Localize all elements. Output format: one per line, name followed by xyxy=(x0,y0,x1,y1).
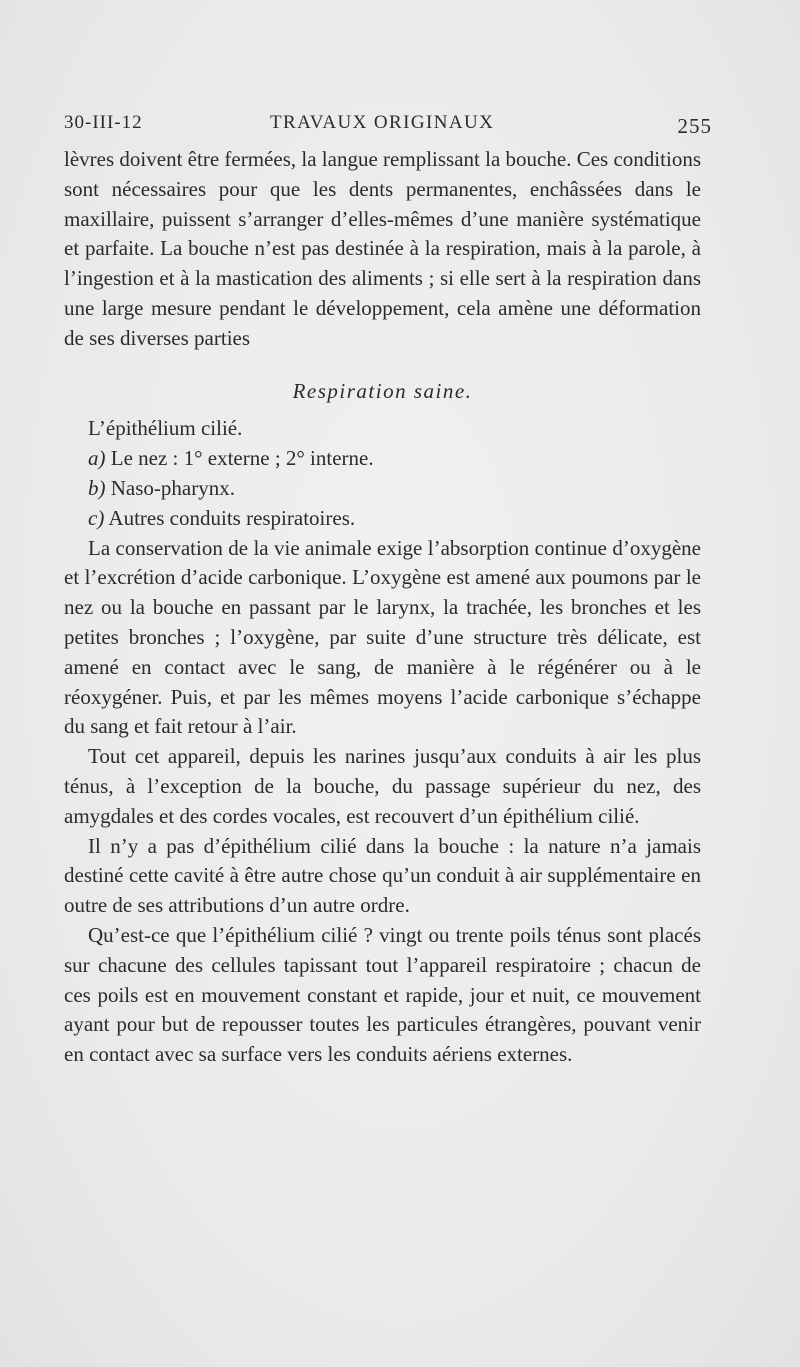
paragraph: La conservation de la vie animale exige l’absorption continue d’oxygène et l’excrétion d’acide carbonique. L’oxygène est amené aux poumons par le nez ou la bouche en passant par le larynx, la trachée, les bronches et les petites bronches ; l’oxygène, par suite d’une structure très délicate, est amené en contact avec le sang, de manière à le régénérer ou à le réoxygéner. Puis, et par les mêmes moyens l’acide carbonique s’échappe du sang et fait retour à l’air. xyxy=(64,535,701,739)
issue-reference: 30-III-12 xyxy=(64,112,143,133)
running-header xyxy=(64,112,712,142)
section-heading: Respiration saine. xyxy=(292,378,473,403)
running-title: TRAVAUX ORIGINAUX xyxy=(270,112,495,133)
outline-label-a: a) xyxy=(88,446,106,471)
paragraph: Il n’y a pas d’épithélium cilié dans la bouche : la nature n’a jamais destiné cette cavité à être autre chose qu’un conduit à air supplémentaire en outre de ses attributions d’un autre ordre. xyxy=(64,833,701,918)
page-number: 255 xyxy=(677,114,712,138)
outline-intro: L’épithélium cilié. xyxy=(88,416,243,441)
outline-text-a: Le nez : 1° externe ; 2° interne. xyxy=(110,446,374,471)
paragraph-continued: lèvres doivent être fermées, la langue remplissant la bouche. Ces conditions sont nécessaires pour que les dents permanentes, enchâssées dans le maxillaire, puissent s’arranger d’elles-mêmes d’une manière systématique et parfaite. La bouche n’est pas destinée à la respiration, mais à la parole, à l’ingestion et à la mastication des aliments ; si elle sert à la respiration dans une large mesure pendant le développement, cela amène une déformation de ses diverses parties xyxy=(64,147,701,350)
outline-item-a xyxy=(64,444,701,474)
outline-label-c: c) xyxy=(88,505,105,530)
outline-label-b: b) xyxy=(88,475,106,500)
paragraph: Qu’est-ce que l’épithélium cilié ? vingt ou trente poils ténus sont placés sur chacune des cellules tapissant tout l’appareil respiratoire ; chacun de ces poils est en mouvement constant et rapide, jour et nuit, ce mouvement ayant pour but de repousser toutes les particules étrangères, pouvant venir en contact avec sa surface vers les conduits aériens externes. xyxy=(64,922,701,1067)
outline-item-c xyxy=(64,504,701,534)
outline-item-b xyxy=(64,474,701,504)
outline-text-c: Autres conduits respiratoires. xyxy=(108,505,356,530)
paragraph: Tout cet appareil, depuis les narines jusqu’aux conduits à air les plus ténus, à l’exception de la bouche, du passage supérieur du nez, des amygdales et des cordes vocales, est recouvert d’un épithélium cilié. xyxy=(64,744,701,828)
outline-text-b: Naso-pharynx. xyxy=(110,475,235,500)
body-text xyxy=(64,145,701,1070)
